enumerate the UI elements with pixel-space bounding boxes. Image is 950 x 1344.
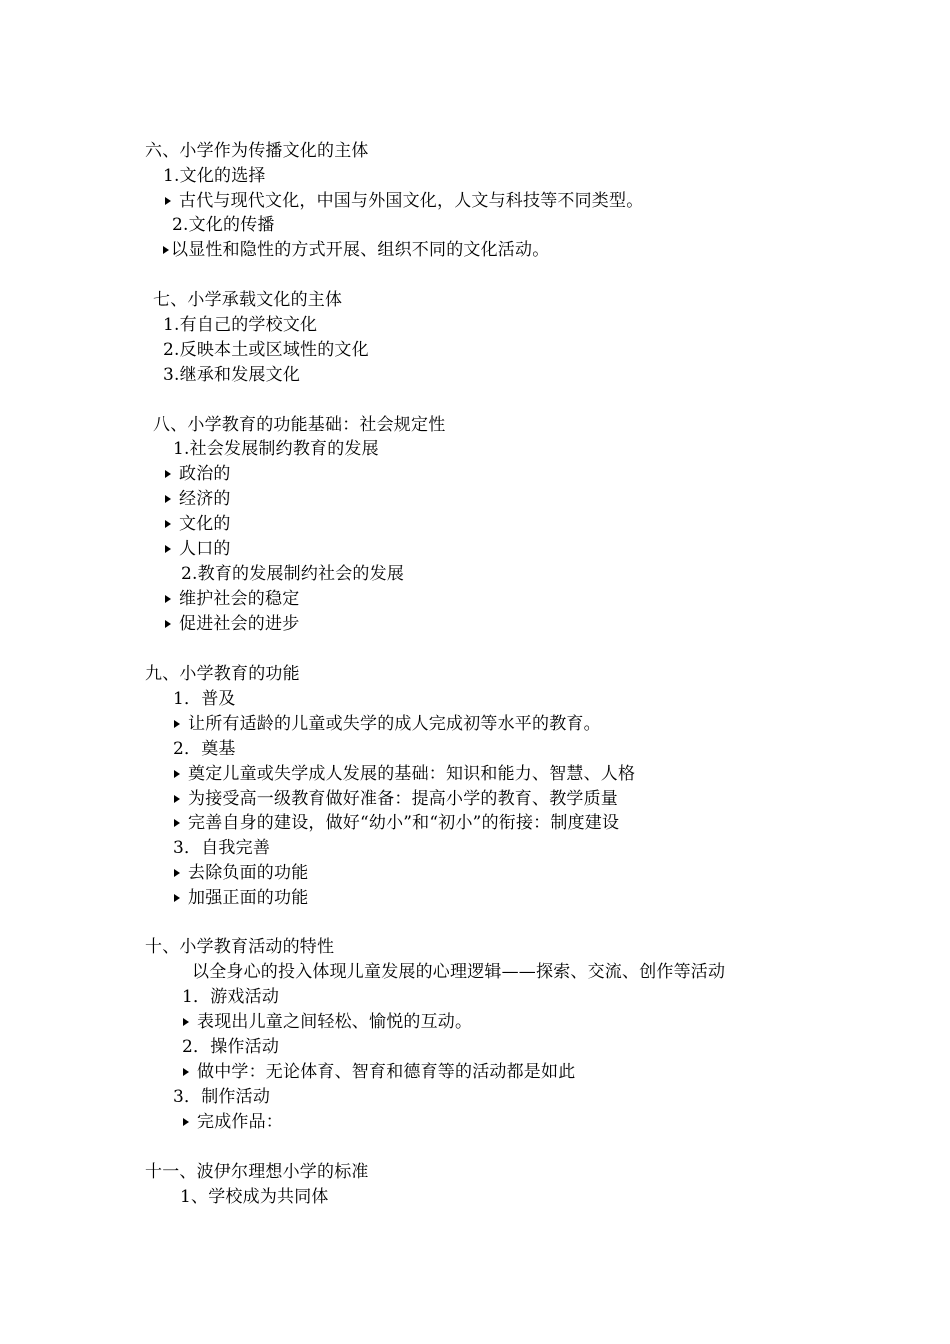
section-heading: 十一、波伊尔理想小学的标准 — [145, 1162, 369, 1182]
bullet-item: 人口的 — [165, 539, 231, 559]
bullet-item: 文化的 — [165, 514, 231, 534]
section-heading: 六、小学作为传播文化的主体 — [145, 141, 369, 161]
list-item: 1.有自己的学校文化 — [163, 315, 318, 335]
bullet-icon — [165, 470, 171, 478]
bullet-icon — [174, 819, 180, 827]
section-heading: 九、小学教育的功能 — [145, 664, 300, 684]
bullet-item: 促进社会的进步 — [165, 614, 299, 634]
subheading: 1.社会发展制约教育的发展 — [173, 439, 379, 459]
section-heading: 八、小学教育的功能基础：社会规定性 — [153, 415, 446, 435]
section-heading: 十、小学教育活动的特性 — [145, 937, 335, 957]
subheading: 3．制作活动 — [173, 1087, 271, 1107]
bullet-icon — [174, 770, 180, 778]
bullet-item: 表现出儿童之间轻松、愉悦的互动。 — [183, 1012, 472, 1032]
subheading: 2.教育的发展制约社会的发展 — [181, 564, 405, 584]
list-item: 3.继承和发展文化 — [163, 365, 301, 385]
bullet-item: 以显性和隐性的方式开展、组织不同的文化活动。 — [163, 240, 549, 260]
bullet-icon — [174, 795, 180, 803]
bullet-icon — [165, 495, 171, 503]
bullet-icon — [183, 1068, 189, 1076]
bullet-item: 完成作品： — [183, 1112, 283, 1132]
bullet-item: 政治的 — [165, 464, 231, 484]
subheading: 1．游戏活动 — [182, 987, 280, 1007]
bullet-icon — [165, 197, 171, 205]
subheading: 1．普及 — [173, 689, 236, 709]
bullet-item: 加强正面的功能 — [174, 888, 308, 908]
bullet-item: 做中学：无论体育、智育和德育等的活动都是如此 — [183, 1062, 575, 1082]
bullet-icon — [163, 246, 169, 254]
subheading: 2．操作活动 — [182, 1037, 280, 1057]
subheading: 2．奠基 — [173, 739, 236, 759]
subheading: 1.文化的选择 — [163, 166, 266, 186]
bullet-item: 去除负面的功能 — [174, 863, 308, 883]
bullet-item: 古代与现代文化，中国与外国文化，人文与科技等不同类型。 — [165, 191, 643, 211]
list-item: 2.反映本土或区域性的文化 — [163, 340, 369, 360]
bullet-icon — [165, 595, 171, 603]
bullet-item: 让所有适龄的儿童或失学的成人完成初等水平的教育。 — [174, 714, 601, 734]
bullet-icon — [165, 620, 171, 628]
subheading: 2.文化的传播 — [172, 215, 275, 235]
bullet-icon — [174, 720, 180, 728]
paragraph: 以全身心的投入体现儿童发展的心理逻辑——探索、交流、创作等活动 — [192, 962, 726, 982]
bullet-icon — [183, 1118, 189, 1126]
bullet-icon — [165, 545, 171, 553]
bullet-item: 维护社会的稳定 — [165, 589, 299, 609]
section-heading: 七、小学承载文化的主体 — [153, 290, 343, 310]
subheading: 3．自我完善 — [173, 838, 271, 858]
bullet-item: 为接受高一级教育做好准备：提高小学的教育、教学质量 — [174, 789, 618, 809]
bullet-icon — [183, 1018, 189, 1026]
bullet-icon — [165, 520, 171, 528]
bullet-icon — [174, 894, 180, 902]
bullet-item: 完善自身的建设，做好“幼小”和“初小”的衔接：制度建设 — [174, 813, 619, 833]
list-item: 1、学校成为共同体 — [180, 1187, 329, 1207]
bullet-icon — [174, 869, 180, 877]
bullet-item: 经济的 — [165, 489, 231, 509]
bullet-item: 奠定儿童或失学成人发展的基础：知识和能力、智慧、人格 — [174, 764, 635, 784]
